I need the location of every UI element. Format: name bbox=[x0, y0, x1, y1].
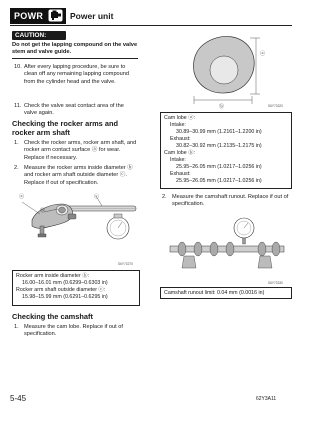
callout-b: ⓑ bbox=[219, 104, 225, 110]
step-text: Measure the camshaft runout. Replace if out of specification. bbox=[172, 194, 289, 208]
caution-label: CAUTION: bbox=[15, 32, 47, 39]
step-number: 1. bbox=[14, 140, 19, 146]
cam-lobe-figure bbox=[162, 30, 292, 108]
document-code: 62Y3A11 bbox=[256, 396, 277, 402]
spec-line: Intake: bbox=[170, 157, 186, 163]
figure-code: S6Y73320 bbox=[268, 104, 283, 108]
callout-b: ⓑ bbox=[40, 208, 46, 214]
spec-line: 25.95–26.05 mm (1.0217–1.0256 in) bbox=[176, 164, 262, 170]
section-tab-label: POWR bbox=[14, 11, 44, 21]
step-text: Measure the rocker arms inside diameter ⓑ and rocker arm shaft outside diameter ⓒ. Replace if out of specification. bbox=[24, 165, 133, 186]
engine-icon bbox=[48, 9, 63, 22]
spec-line: Exhaust: bbox=[170, 171, 191, 177]
step-text: Check the rocker arms, rocker arm shaft, and rocker arm contact surface ⓐ for wear. Replace if necessary. bbox=[24, 140, 137, 161]
caution-rule bbox=[12, 58, 138, 59]
step-number: 2. bbox=[14, 165, 19, 171]
step-text: Check the valve seat contact area of the valve again. bbox=[24, 103, 124, 117]
step-number: 1. bbox=[14, 324, 19, 330]
spec-line: 30.89–30.99 mm (1.2161–1.2200 in) bbox=[176, 129, 262, 135]
spec-line: Camshaft runout limit: 0.04 mm (0.0016 in) bbox=[164, 290, 265, 296]
step-text: Measure the cam lobe. Replace if out of specification. bbox=[24, 324, 123, 338]
page-number: 5-45 bbox=[10, 394, 27, 403]
callout-a: ⓐ bbox=[19, 194, 25, 200]
step-text: After every lapping procedure, be sure to clean off any remaining lapping compound from the cylinder head and the valve. bbox=[24, 64, 130, 85]
runout-spec-box bbox=[160, 287, 292, 299]
rocker-spec-box bbox=[12, 270, 140, 306]
callout-c: ⓒ bbox=[94, 194, 100, 200]
section-heading-rocker: Checking the rocker arms and rocker arm shaft bbox=[12, 119, 118, 137]
spec-line: 25.95–26.05 mm (1.0217–1.0256 in) bbox=[176, 178, 262, 184]
camshaft-runout-figure bbox=[164, 212, 290, 280]
spec-line: Exhaust: bbox=[170, 136, 191, 142]
page-title: Power unit bbox=[70, 11, 114, 21]
section-heading-camshaft: Checking the camshaft bbox=[12, 312, 93, 321]
spec-line: 16.00–16.01 mm (0.6299–0.6303 in) bbox=[22, 280, 108, 286]
spec-line: 30.82–30.92 mm (1.2135–1.2175 in) bbox=[176, 143, 262, 149]
spec-line: Cam lobe ⓐ: bbox=[164, 115, 195, 121]
spec-line: Cam lobe ⓑ: bbox=[164, 150, 195, 156]
rocker-arm-figure bbox=[18, 190, 138, 248]
step-number: 11. bbox=[14, 103, 22, 109]
header-rule bbox=[10, 25, 292, 26]
spec-line: Rocker arm inside diameter ⓑ: bbox=[16, 273, 90, 279]
cam-spec-box bbox=[160, 112, 292, 189]
callout-a: ⓐ bbox=[260, 51, 266, 57]
spec-line: 15.98–15.99 mm (0.6291–0.6295 in) bbox=[22, 294, 108, 300]
caution-text: Do not get the lapping compound on the valve stem and valve guide. bbox=[12, 42, 138, 56]
step-number: 10. bbox=[14, 64, 22, 70]
spec-line: Intake: bbox=[170, 122, 186, 128]
figure-code: S6Y73330 bbox=[268, 281, 283, 285]
spec-line: Rocker arm shaft outside diameter ⓒ: bbox=[16, 287, 106, 293]
figure-code: S6Y73270 bbox=[118, 262, 133, 266]
step-number: 2. bbox=[162, 194, 167, 200]
